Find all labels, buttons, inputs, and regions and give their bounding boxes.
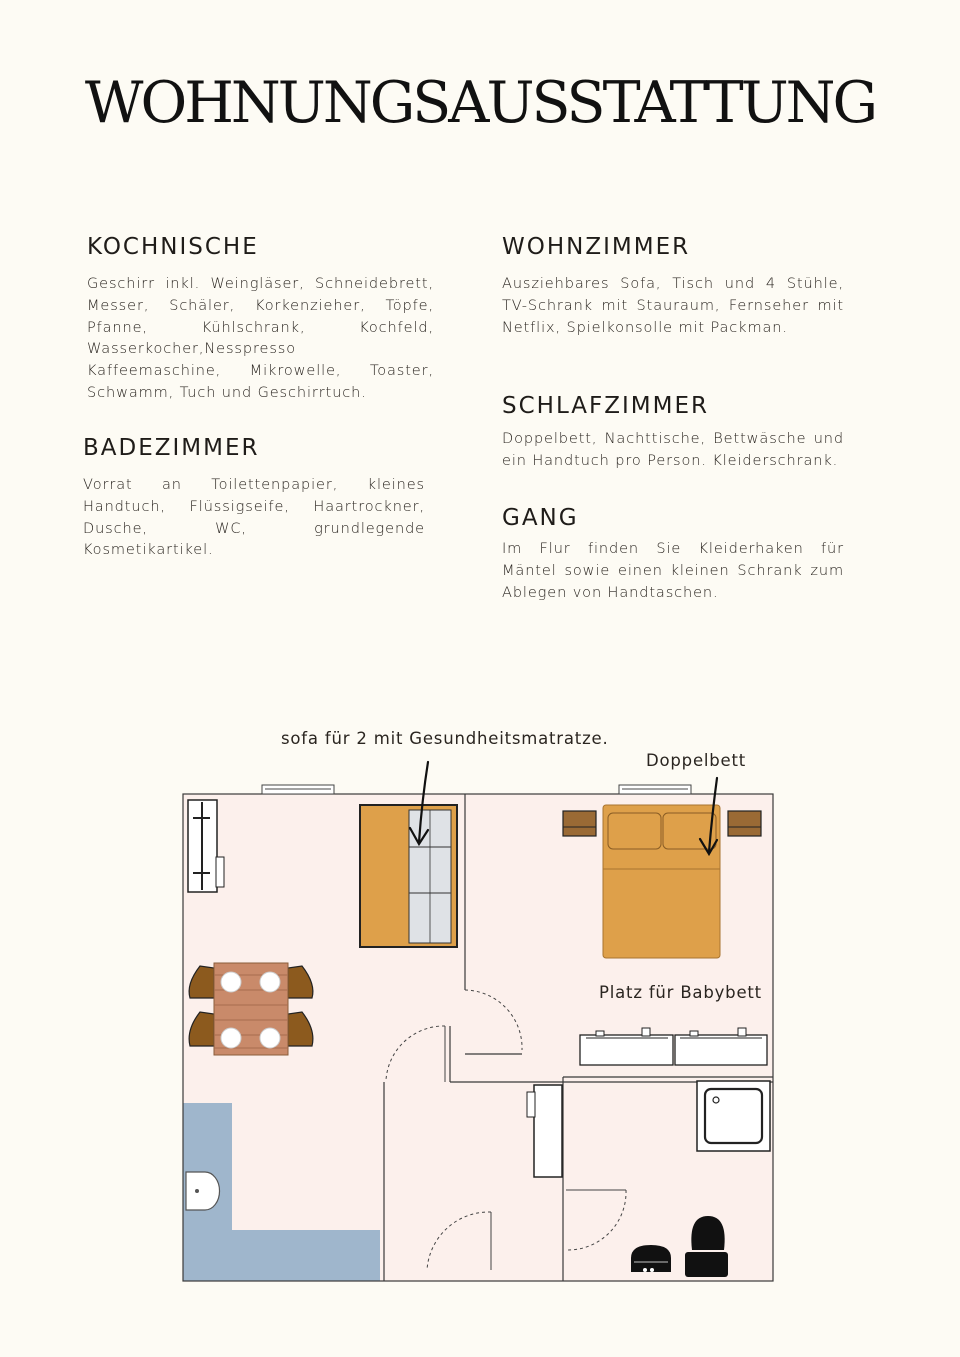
nightstand: [728, 811, 761, 836]
window-icon: [262, 785, 334, 794]
section-heading: SCHLAFZIMMER: [502, 393, 710, 419]
babybed-label: Platz für Babybett: [599, 983, 762, 1002]
section-text: Im Flur finden Sie Kleiderhaken für Mäntel sowie einen kleinen Schrank zum Ablegen von Handtaschen.: [502, 541, 844, 601]
section-heading: GANG: [502, 505, 579, 531]
section-text: Doppelbett, Nachttische, Bettwäsche und ein Handtuch pro Person. Kleiderschrank.: [502, 431, 844, 469]
section-text: Geschirr inkl. Weingläser, Schneidebrett, Messer, Schäler, Korkenzieher, Töpfe, Pfanne, Kühlschrank, Kochfeld, Wasserkocher,Nesspresso Kaffeemaschine, Mikrowelle, Toaster, Schwamm, Tuch und Geschirrtuch.: [87, 276, 434, 401]
sofa: [360, 805, 457, 947]
sofa-label: sofa für 2 mit Gesundheitsmatratze.: [281, 729, 609, 748]
section-heading: BADEZIMMER: [83, 435, 260, 461]
section-text: Ausziehbares Sofa, Tisch und 4 Stühle, TV-Schrank mit Stauraum, Fernseher mit Netflix, Spielkonsolle mit Packman.: [502, 276, 844, 336]
double-bed: [603, 805, 720, 958]
page-title: WOHNUNGSAUSSTATTUNG: [84, 70, 876, 136]
nightstand: [563, 811, 596, 836]
sink-icon: [186, 1172, 220, 1210]
section-heading: WOHNZIMMER: [502, 234, 691, 260]
washbasin-icon: [631, 1245, 671, 1272]
window-icon: [619, 785, 691, 794]
section-heading: KOCHNISCHE: [87, 234, 259, 260]
section-text: Vorrat an Toilettenpapier, kleines Handtuch, Flüssigseife, Haartrockner, Dusche, WC, grundlegende Kosmetikartikel.: [83, 477, 425, 559]
shower-icon: [697, 1081, 770, 1151]
bed-label: Doppelbett: [646, 751, 747, 770]
